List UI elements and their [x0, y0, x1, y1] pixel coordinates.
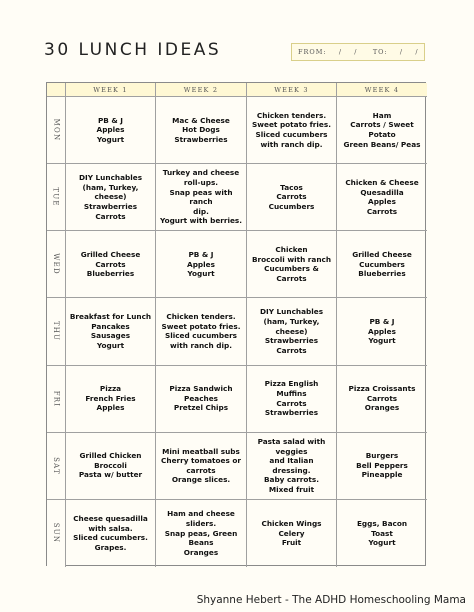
meal-cell: Ham Carrots / Sweet Potato Green Beans/ Peas	[337, 97, 427, 164]
lunch-grid	[46, 82, 426, 566]
meal-cell: DIY Lunchables (ham, Turkey, cheese) Strawberries Carrots	[247, 298, 337, 365]
day-label-sun: SUN	[47, 500, 66, 567]
day-label-fri: FRI	[47, 366, 66, 433]
page-title: 30 LUNCH IDEAS	[44, 40, 222, 60]
meal-cell: Mini meatball subs Cherry tomatoes or carrots Orange slices.	[156, 433, 247, 500]
meal-cell: Chicken tenders. Sweet potato fries. Sliced cucumbers with ranch dip.	[156, 298, 247, 365]
meal-cell: Burgers Bell Peppers Pineapple	[337, 433, 427, 500]
author-credit: Shyanne Hebert - The ADHD Homeschooling Mama	[196, 594, 466, 606]
meal-cell: Grilled Cheese Cucumbers Blueberries	[337, 231, 427, 298]
day-label-wed: WED	[47, 231, 66, 298]
day-label-sat: SAT	[47, 433, 66, 500]
meal-cell: Ham and cheese sliders. Snap peas, Green Beans Oranges	[156, 500, 247, 567]
meal-cell: Breakfast for Lunch Pancakes Sausages Yogurt	[66, 298, 156, 365]
date-range-field[interactable]: FROM: / / TO: / /	[291, 43, 425, 61]
week-header-3: WEEK 3	[247, 83, 337, 97]
meal-cell: PB & J Apples Yogurt	[156, 231, 247, 298]
meal-cell: PB & J Apples Yogurt	[66, 97, 156, 164]
meal-cell: Grilled Cheese Carrots Blueberries	[66, 231, 156, 298]
day-label-thu: THU	[47, 298, 66, 365]
meal-cell: Turkey and cheese roll-ups. Snap peas with ranch dip. Yogurt with berries.	[156, 164, 247, 231]
meal-cell: Pizza English Muffins Carrots Strawberries	[247, 366, 337, 433]
meal-cell: Pasta salad with veggies and Italian dressing. Baby carrots. Mixed fruit	[247, 433, 337, 500]
meal-cell: Pizza Croissants Carrots Oranges	[337, 366, 427, 433]
meal-cell: Eggs, Bacon Toast Yogurt	[356, 518, 408, 548]
meal-cell: Grilled Chicken Broccoli Pasta w/ butter	[66, 433, 156, 500]
meal-cell: Pizza Sandwich Peaches Pretzel Chips	[156, 366, 247, 433]
meal-cell: Pizza French Fries Apples	[66, 366, 156, 433]
meal-cell: Chicken & Cheese Quesadilla Apples Carrots	[337, 164, 427, 231]
week-header-2: WEEK 2	[156, 83, 247, 97]
day-label-mon: MON	[47, 97, 66, 164]
meal-cell: Tacos Carrots Cucumbers	[247, 164, 337, 231]
grid-corner	[47, 83, 66, 97]
meal-cell: Chicken Wings Celery Fruit	[247, 500, 337, 567]
week-header-4: WEEK 4	[337, 83, 427, 97]
meal-cell: Chicken tenders. Sweet potato fries. Sliced cucumbers with ranch dip.	[247, 97, 337, 164]
meal-cell: Cheese quesadilla with salsa. Sliced cucumbers. Grapes.	[66, 500, 156, 567]
meal-cell: Chicken Broccoli with ranch Cucumbers & Carrots	[247, 231, 337, 298]
meal-cell: PB & J Apples Yogurt	[337, 298, 427, 365]
meal-cell: DIY Lunchables (ham, Turkey, cheese) Strawberries Carrots	[66, 164, 156, 231]
meal-cell: Mac & Cheese Hot Dogs Strawberries	[156, 97, 247, 164]
day-label-tue: TUE	[47, 164, 66, 231]
week-header-1: WEEK 1	[66, 83, 156, 97]
